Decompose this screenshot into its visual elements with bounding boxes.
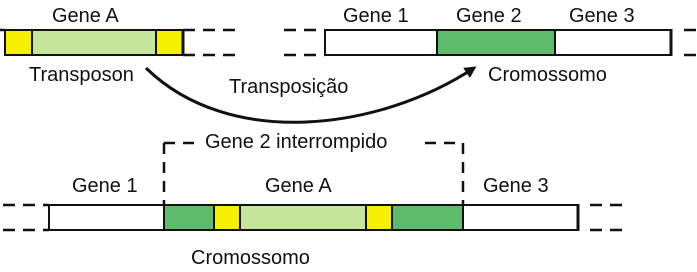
transposon-label: Transposon bbox=[29, 64, 134, 86]
top-gene1-label: Gene 1 bbox=[343, 5, 409, 27]
transposon-right-ir bbox=[156, 30, 183, 55]
bottom-gene2-left-segment bbox=[164, 205, 214, 230]
top-gene2-label: Gene 2 bbox=[456, 5, 522, 27]
transposition-label: Transposição bbox=[229, 76, 349, 98]
top-chromosome-label: Cromossomo bbox=[488, 64, 607, 86]
bottom-chromosome-label: Cromossomo bbox=[191, 247, 310, 269]
top-gene3-label: Gene 3 bbox=[569, 5, 635, 27]
gene2-interrupted-label: Gene 2 interrompido bbox=[205, 131, 388, 153]
top-gene3-segment bbox=[555, 30, 671, 55]
bottom-gene3-segment bbox=[463, 205, 578, 230]
top-gene-a-label: Gene A bbox=[52, 5, 119, 27]
top-gene2-segment bbox=[437, 30, 555, 55]
bottom-gene-a-segment bbox=[240, 205, 366, 230]
recombinant-chromosome bbox=[49, 204, 578, 231]
transposon-left-ir bbox=[5, 30, 32, 55]
bottom-gene3-label: Gene 3 bbox=[483, 175, 549, 197]
bottom-gene1-segment bbox=[49, 205, 164, 230]
bottom-left-ir bbox=[214, 205, 240, 230]
bottom-right-ir bbox=[366, 205, 392, 230]
bottom-gene1-label: Gene 1 bbox=[72, 175, 138, 197]
top-gene1-segment bbox=[325, 30, 437, 55]
transposon-gene-a-segment bbox=[32, 30, 156, 55]
bottom-gene2-right-segment bbox=[392, 205, 463, 230]
bottom-gene-a-label: Gene A bbox=[265, 175, 332, 197]
recipient-chromosome bbox=[325, 29, 671, 56]
transposon-element bbox=[5, 29, 183, 56]
